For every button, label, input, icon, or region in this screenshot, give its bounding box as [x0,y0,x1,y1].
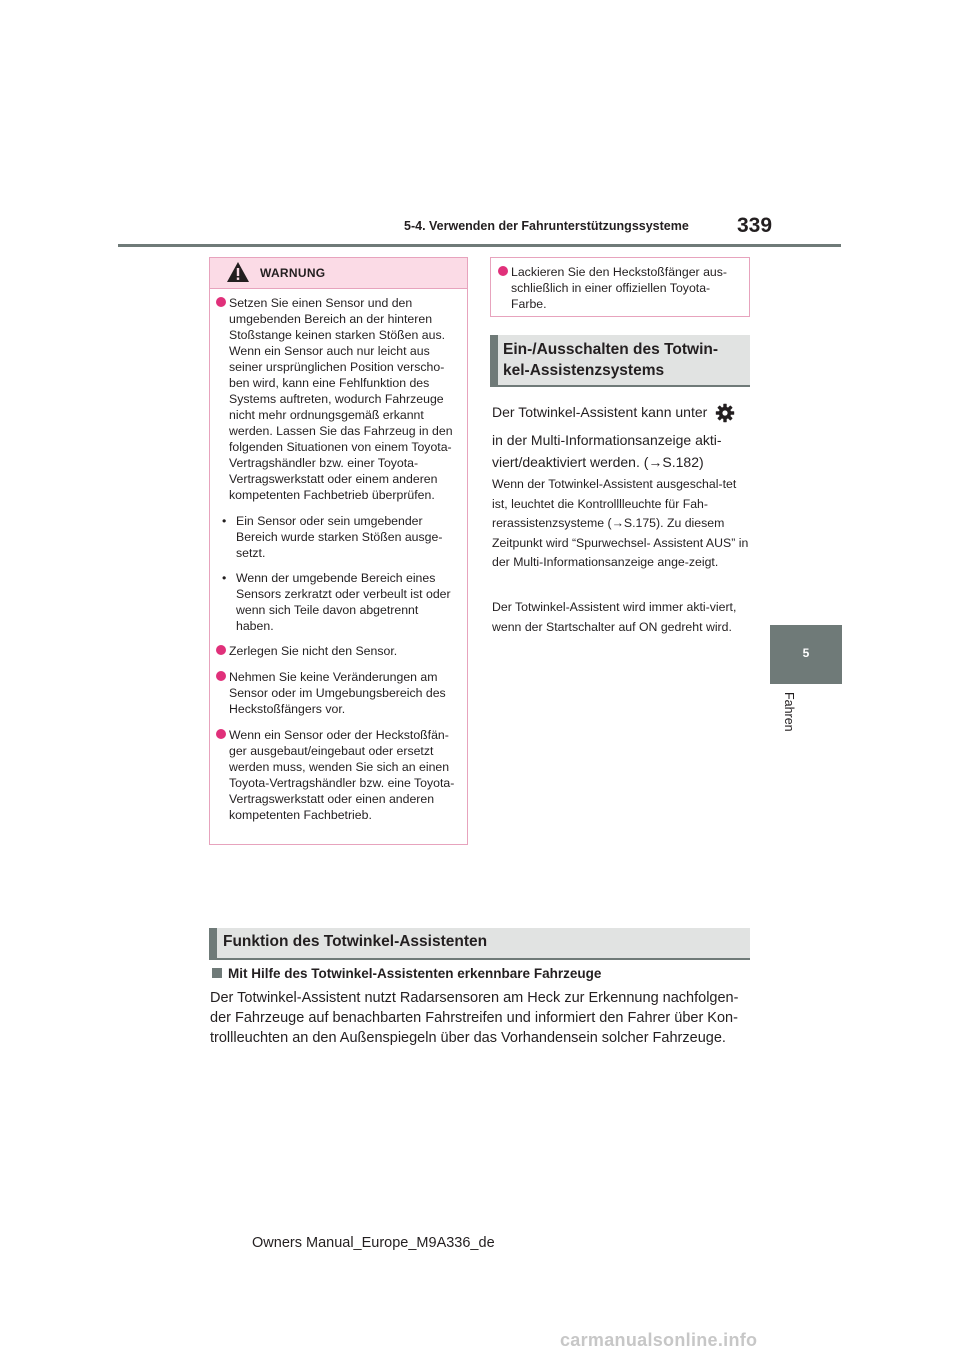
section-title: 5-4. Verwenden der Fahrunterstützungssysteme [404,219,689,233]
chapter-label [782,692,802,752]
warning-triangle-icon [226,261,250,283]
paragraph-line: in der Multi-Informationsanzeige akti- [492,432,722,448]
section-heading-text: Funktion des Totwinkel-Assistenten [223,933,488,950]
warning-body [210,289,467,823]
warning-item-text: Nehmen Sie keine Veränderungen am Sensor oder im Umgebungsbereich des Heckstoßfängers vor. [229,670,446,716]
paragraph-line [492,400,754,424]
warning-title: WARNUNG [260,266,326,280]
section-heading-toggle [490,335,750,387]
heading-bar [209,928,217,960]
subheading-text: Mit Hilfe des Totwinkel-Assistenten erkennbare Fahrzeuge [228,966,602,981]
chapter-tab: 5 [770,625,842,684]
warning-item [217,727,459,823]
warning-item [217,669,459,717]
bullet-dot-icon [216,297,226,307]
warning-subitem [217,570,459,634]
warning-subitem [217,513,459,561]
watermark-text: carmanualsonline.info [560,1330,758,1350]
warning-item [217,295,459,503]
bullet-dot-icon [498,266,508,276]
heading-bar [490,335,498,387]
bullet-dot-icon [216,729,226,739]
bullet-icon: • [222,571,227,585]
bullet-dot-icon [216,671,226,681]
section-heading-text: Ein-/Ausschalten des Totwin-kel-Assistenzsystems [503,341,719,379]
paragraph-text: Der Totwinkel-Assistent kann unter [492,404,708,420]
square-bullet-icon [212,968,222,978]
warning-item-text: Lackieren Sie den Heckstoßfänger aus-schließlich in einer offiziellen Toyota-Farbe. [511,265,727,311]
page-number: 339 [737,214,773,237]
warning-header [210,258,467,289]
note-paragraph: Der Totwinkel-Assistent wird immer akti-viert, wenn der Startschalter auf ON gedreht wird. [492,600,737,634]
warning-item [217,643,459,659]
paragraph-line: viert/deaktiviert werden. (→S.182) [492,454,704,470]
warning-item [499,264,741,312]
gear-icon [715,403,735,423]
warning-item-text: Setzen Sie einen Sensor und den umgebenden Bereich an der hinteren Stoßstange keinen starken Stößen aus. Wenn ein Sensor auch nur leicht aus seiner ursprünglichen Position verscho-ben wird, kann eine Fehlfunktion des Systems auftreten, wodurch Fahrzeuge nicht mehr ordnungsgemäß erkannt werden. Lassen Sie das Fahrzeug in den folgenden Situationen von einem Toyota-Vertragshändler bzw. einer Toyota-Vertragswerkstatt oder einem anderen kompetenten Fachbetrieb überprüfen. [229,296,453,502]
warning-box [209,257,468,845]
note-paragraph: Wenn der Totwinkel-Assistent ausgeschal-tet ist, leuchtet die Kontrolllleuchte für Fah-rerassistenzsysteme (→S.175). Zu diesem Zeitpunkt wird “Spurwechsel- Assistent AUS” in der Multi-Informationsanzeige ange-zeigt. [492,477,749,569]
warning-subitem-text: Ein Sensor oder sein umgebender Bereich wurde starken Stößen ausge-setzt. [236,514,443,560]
bullet-icon: • [222,514,227,528]
section-heading-function [209,928,750,960]
footer-text: Owners Manual_Europe_M9A336_de [252,1235,495,1251]
body-paragraph: Der Totwinkel-Assistent nutzt Radarsensoren am Heck zur Erkennung nachfolgen-der Fahrzeuge auf benachbarten Fahrstreifen und informiert den Fahrer über Kon-trollleuchten an den Außenspiegeln über das Vorhandensein solcher Fahrzeuge. [210,990,739,1046]
chapter-label-text: Fahren [782,692,796,732]
warning-box-continued [490,257,750,317]
warning-item-text: Wenn ein Sensor oder der Heckstoßfän-ger ausgebaut/eingebaut oder ersetzt werden muss, wenden Sie sich an einen Toyota-Vertragshändler bzw. eine Toyota-Vertragswerkstatt oder einen anderen kompetenten Fachbetrieb. [229,728,455,822]
header-rule [118,244,841,247]
warning-item-text: Zerlegen Sie nicht den Sensor. [229,644,398,658]
warning-subitem-text: Wenn der umgebende Bereich eines Sensors zerkratzt oder verbeult ist oder wenn sich Teile davon abgetrennt haben. [236,571,451,633]
bullet-dot-icon [216,645,226,655]
subheading [212,966,601,981]
